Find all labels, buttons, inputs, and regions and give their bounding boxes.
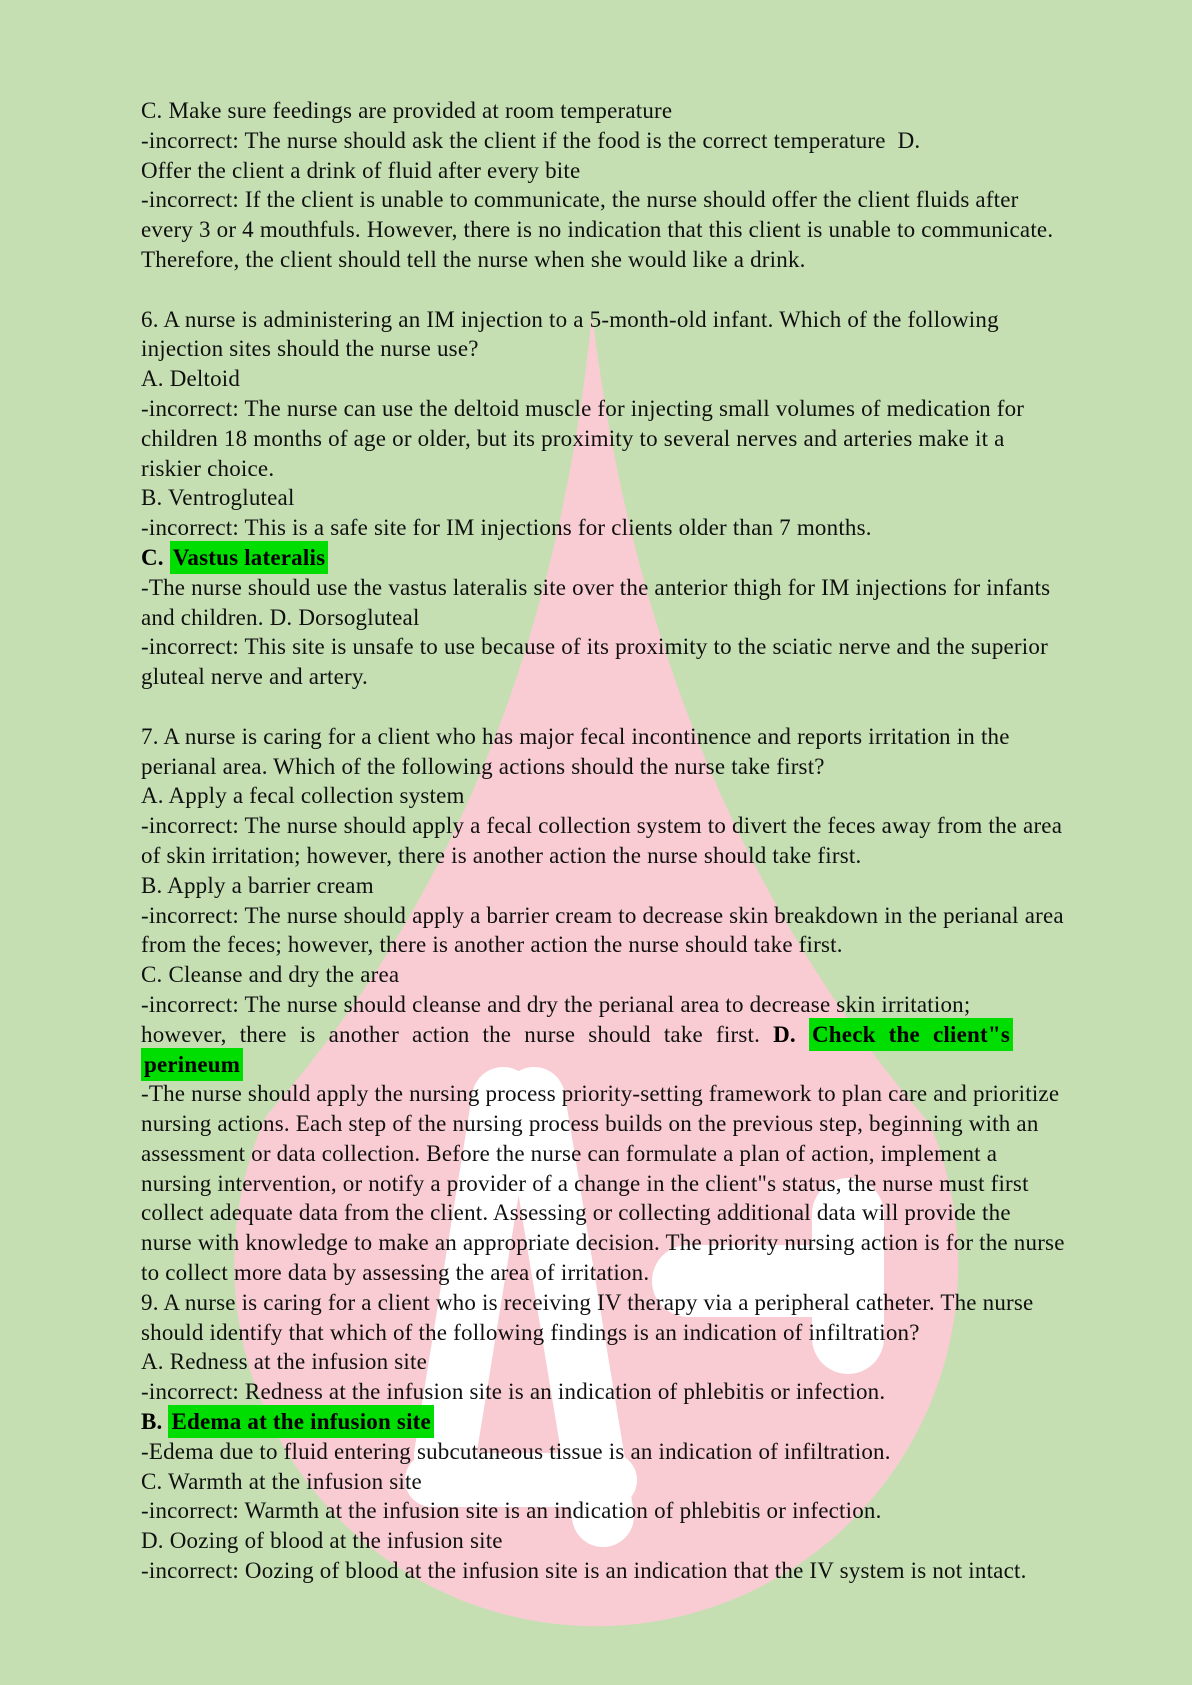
text-segment: B.	[141, 1409, 169, 1435]
text-segment: nursing actions. Each step of the nursing process builds on the previous step, beginning with an	[141, 1111, 1039, 1137]
text-segment: children 18 months of age or older, but its proximity to several nerves and arteries make it a	[141, 425, 1005, 451]
text-line	[141, 1496, 1131, 1526]
text-segment: D. Oozing of blood at the infusion site	[141, 1528, 503, 1554]
text-line	[141, 1288, 1131, 1318]
text-segment: 6. A nurse is administering an IM injection to a 5-month-old infant. Which of the following	[141, 306, 999, 332]
text-line	[141, 1228, 1131, 1258]
text-segment: -incorrect: This is a safe site for IM injections for clients older than 7 months.	[141, 515, 872, 541]
text-line	[141, 1020, 1013, 1050]
text-segment: A. Apply a fecal collection system	[141, 783, 465, 809]
text-line	[141, 1198, 1131, 1228]
text-segment: every 3 or 4 mouthfuls. However, there is no indication that this client is unable to communicate.	[141, 217, 1054, 243]
text-segment: -incorrect: The nurse should apply a barrier cream to decrease skin breakdown in the perianal area	[141, 902, 1064, 928]
text-segment: B. Apply a barrier cream	[141, 872, 374, 898]
text-line	[141, 1437, 1131, 1467]
text-segment: 9. A nurse is caring for a client who is receiving IV therapy via a peripheral catheter. The nurse	[141, 1289, 1034, 1315]
text-line	[141, 1407, 1131, 1437]
text-segment: riskier choice.	[141, 455, 275, 481]
text-segment: collect adequate data from the client. Assessing or collecting additional data will provide the	[141, 1200, 1011, 1226]
text-line	[141, 811, 1131, 841]
text-segment: assessment or data collection. Before the nurse can formulate a plan of action, implement a	[141, 1140, 998, 1166]
text-line	[141, 513, 1131, 543]
text-segment: -incorrect: Oozing of blood at the infusion site is an indication that the IV system is not intact.	[141, 1558, 1027, 1584]
text-segment: -The nurse should use the vastus lateralis site over the anterior thigh for IM injections for infants	[141, 574, 1051, 600]
text-segment: A. Deltoid	[141, 366, 241, 392]
text-line	[141, 781, 1131, 811]
text-segment: C. Make sure feedings are provided at room temperature	[141, 98, 673, 123]
text-segment: A. Redness at the infusion site	[141, 1349, 427, 1375]
text-line	[141, 1079, 1131, 1109]
text-line	[141, 1139, 1131, 1169]
text-segment: C. Cleanse and dry the area	[141, 962, 400, 988]
text-segment: however, there is another action the nurse should take first.	[141, 1021, 774, 1047]
text-line	[141, 334, 1131, 364]
text-segment: nursing intervention, or notify a provider of a change in the client"s status, the nurse must first	[141, 1170, 1029, 1196]
text-segment: Offer the client a drink of fluid after every bite	[141, 157, 581, 183]
text-line	[141, 245, 1131, 275]
text-segment: nurse with knowledge to make an appropriate decision. The priority nursing action is for the nurse	[141, 1230, 1065, 1256]
text-line	[141, 305, 1131, 335]
text-line	[141, 603, 1131, 633]
text-line	[141, 96, 1131, 126]
text-line	[141, 752, 1131, 782]
text-segment: -incorrect: The nurse can use the deltoid muscle for injecting small volumes of medication for	[141, 395, 1025, 421]
text-segment: of skin irritation; however, there is another action the nurse should take first.	[141, 842, 862, 868]
text-line	[141, 871, 1131, 901]
blank-line	[141, 692, 1131, 722]
text-line	[141, 1347, 1131, 1377]
text-line	[141, 1467, 1131, 1497]
document-text	[141, 96, 1131, 1586]
text-line	[141, 424, 1131, 454]
text-line	[141, 215, 1131, 245]
text-line	[141, 483, 1131, 513]
text-line	[141, 632, 1131, 662]
text-segment: -incorrect: If the client is unable to communicate, the nurse should offer the client fluids after	[141, 187, 1019, 213]
text-line	[141, 126, 1131, 156]
text-line	[141, 156, 1131, 186]
text-segment: from the feces; however, there is another action the nurse should take first.	[141, 932, 843, 958]
blank-line	[141, 275, 1131, 305]
text-segment: D.	[773, 1021, 809, 1047]
text-segment: -incorrect: Redness at the infusion site is an indication of phlebitis or infection.	[141, 1379, 886, 1405]
text-line	[141, 662, 1131, 692]
text-line	[141, 722, 1131, 752]
text-segment: -incorrect: Warmth at the infusion site is an indication of phlebitis or infection.	[141, 1498, 882, 1524]
text-line	[141, 1109, 1131, 1139]
text-segment: and children. D. Dorsogluteal	[141, 604, 420, 630]
text-segment: -Edema due to fluid entering subcutaneous tissue is an indication of infiltration.	[141, 1438, 891, 1464]
text-line	[141, 364, 1131, 394]
text-line	[141, 543, 1131, 573]
text-segment: gluteal nerve and artery.	[141, 664, 369, 690]
text-line	[141, 1050, 1131, 1080]
highlighted-answer: perineum	[141, 1048, 243, 1081]
text-segment: should identify that which of the following findings is an indication of infiltration?	[141, 1319, 920, 1345]
text-line	[141, 1169, 1131, 1199]
text-line	[141, 990, 1131, 1020]
text-line	[141, 930, 1131, 960]
text-segment: Therefore, the client should tell the nurse when she would like a drink.	[141, 246, 806, 272]
text-line	[141, 1526, 1131, 1556]
text-segment: C. Warmth at the infusion site	[141, 1468, 422, 1494]
text-line	[141, 1318, 1131, 1348]
text-line	[141, 1377, 1131, 1407]
text-segment: -incorrect: The nurse should cleanse and dry the perianal area to decrease skin irritation;	[141, 991, 971, 1017]
text-segment: C.	[141, 544, 170, 570]
highlighted-answer: Edema at the infusion site	[168, 1405, 434, 1438]
text-line	[141, 841, 1131, 871]
text-segment: to collect more data by assessing the area of irritation.	[141, 1260, 650, 1286]
text-line	[141, 1556, 1131, 1586]
text-line	[141, 185, 1131, 215]
text-segment: B. Ventrogluteal	[141, 485, 295, 511]
text-line	[141, 1258, 1131, 1288]
text-segment: 7. A nurse is caring for a client who has major fecal incontinence and reports irritation in the	[141, 723, 1010, 749]
highlighted-answer: Vastus lateralis	[170, 541, 329, 574]
text-line	[141, 901, 1131, 931]
text-line	[141, 394, 1131, 424]
text-segment: -The nurse should apply the nursing process priority-setting framework to plan care and prioritize	[141, 1081, 1060, 1107]
text-line	[141, 454, 1131, 484]
text-segment: perianal area. Which of the following actions should the nurse take first?	[141, 753, 825, 779]
text-segment: -incorrect: This site is unsafe to use because of its proximity to the sciatic nerve and the superior	[141, 634, 1048, 660]
highlighted-answer: Check the client"s	[809, 1018, 1013, 1051]
text-line	[141, 573, 1131, 603]
text-segment: -incorrect: The nurse should ask the client if the food is the correct temperature D.	[141, 127, 921, 153]
text-line	[141, 960, 1131, 990]
text-segment: -incorrect: The nurse should apply a fecal collection system to divert the feces away from the area	[141, 813, 1063, 839]
text-segment: injection sites should the nurse use?	[141, 336, 479, 362]
